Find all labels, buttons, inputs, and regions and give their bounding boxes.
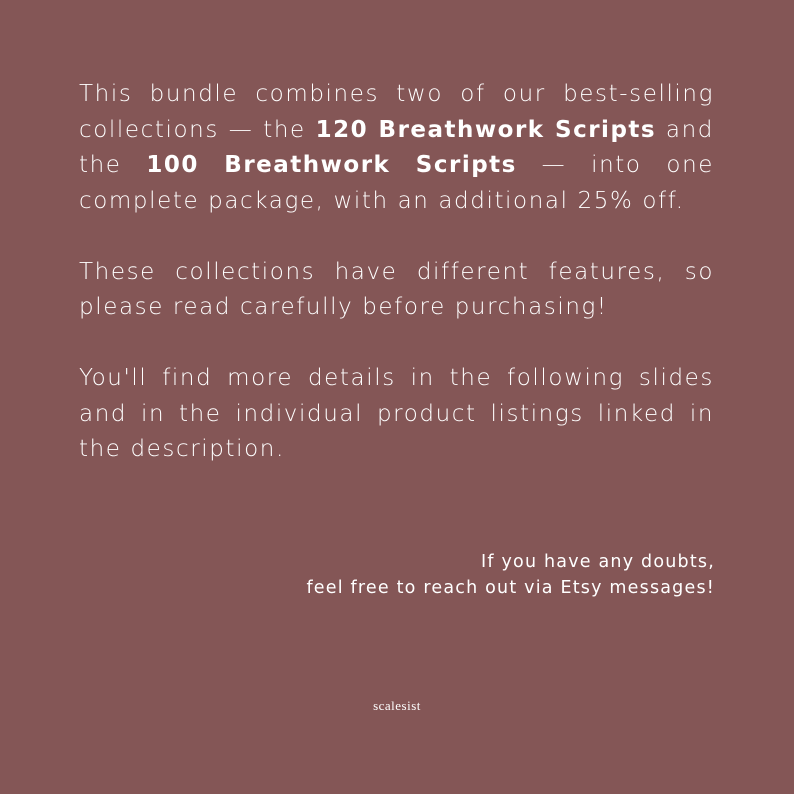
details-notice: You'll find more details in the following slides and in the individual product listings linked in the description. — [79, 365, 714, 462]
intro-text-start: This bundle combines two of our best-selling collections — the — [79, 81, 714, 143]
contact-line-messages: feel free to reach out via Etsy messages! — [306, 577, 715, 598]
contact-note — [215, 550, 715, 601]
bundle-intro-paragraph — [79, 77, 714, 219]
brand-name: scalesist — [373, 698, 421, 713]
bundle-description — [79, 77, 714, 468]
intro-text-between-titles: and the — [79, 116, 715, 178]
features-notice: These collections have different features, so please read carefully before purchasing! — [79, 258, 714, 320]
second-collection-title: 100 Breathwork Scripts — [146, 152, 517, 178]
intro-text-end: — into one complete package, with an additional 25% off. — [79, 152, 714, 214]
contact-line-doubts: If you have any doubts, — [481, 552, 715, 572]
first-collection-title: 120 Breathwork Scripts — [315, 116, 657, 143]
